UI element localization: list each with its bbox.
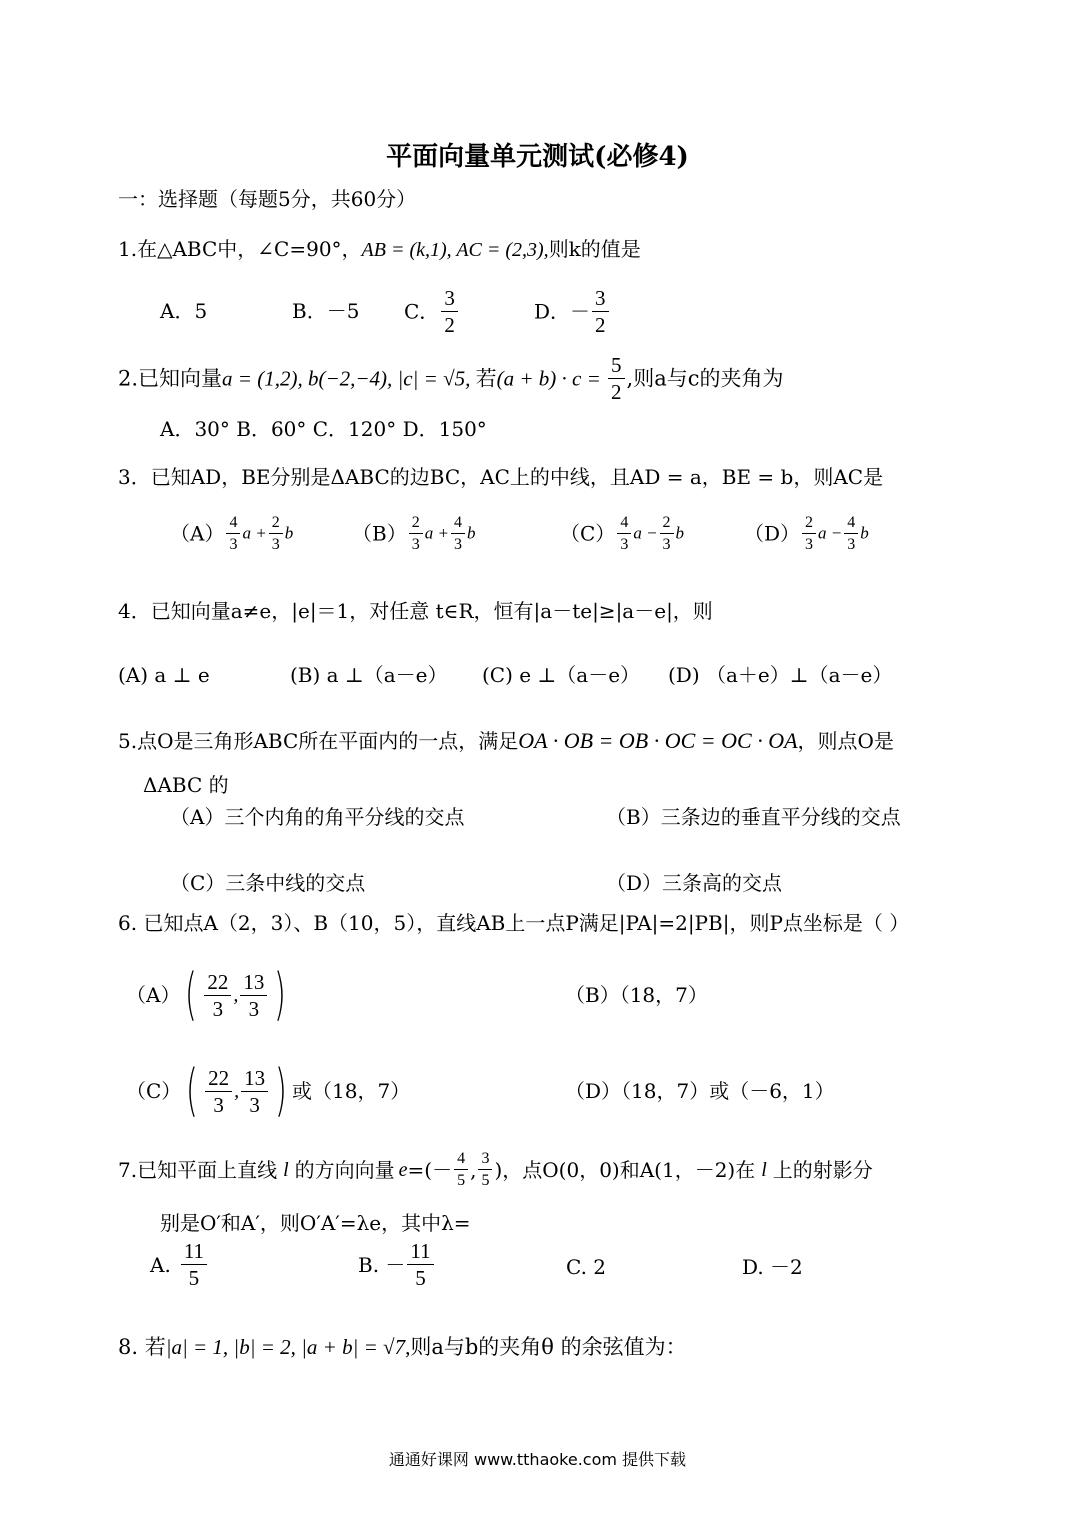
q1-option-b: B．－5 xyxy=(292,299,360,323)
q1-option-a: A．5 xyxy=(160,299,208,323)
q3-option-b: （B） $\frac{2}{3}$ a + $\frac{4}{3}$ b xyxy=(352,514,476,553)
q4-option-c: (C) e ⊥（a－e） xyxy=(482,663,641,687)
q7-option-d: D. －2 xyxy=(742,1255,803,1279)
q7-line2: 别是O′和A′，则O′A′=λe，其中λ= xyxy=(160,1211,471,1235)
q2-options: A．30° B．60° C．120° D．150° xyxy=(160,417,487,441)
q3-option-a: （A） $\frac{4}{3}$ a + $\frac{2}{3}$ b xyxy=(170,514,294,553)
footer-credit: 通通好课网 www.tthaoke.com 提供下载 xyxy=(388,1450,687,1469)
question-5-stem: 5.点O是三角形ABC所在平面内的一点，满足OA · OB = OB · OC = OC · OA，则点O是 xyxy=(118,728,894,753)
q5-option-c: （C）三条中线的交点 xyxy=(170,871,366,895)
q6-option-a: （A） ( $\frac{22}{3}$ , $\frac{13}{3}$ ) xyxy=(126,962,287,1027)
question-3-stem: 3．已知AD，BE分别是ΔABC的边BC，AC上的中线，且AD = a，BE = b，则AC是 xyxy=(118,465,884,489)
section-heading: 一：选择题（每题5分，共60分） xyxy=(118,187,417,211)
q7-option-b: B. － $\frac{11}{5}$ xyxy=(358,1240,436,1289)
question-1-stem: 1.在△ABC中，∠C=90°，AB = (k,1), AC = (2,3),则k的值是 xyxy=(118,237,641,261)
q5-option-d: （D）三条高的交点 xyxy=(606,871,783,895)
q4-option-b: (B) a ⊥（a－e） xyxy=(290,663,448,687)
q7-option-c: C. 2 xyxy=(566,1255,607,1279)
q6-option-c: （C） ( $\frac{22}{3}$ , $\frac{13}{3}$ ) 或（18，7） xyxy=(126,1058,411,1123)
q6-option-b: （B）（18，7） xyxy=(565,983,708,1007)
question-8-stem: 8. 若|a| = 1, |b| = 2, |a + b| = √7,则a与b的夹角θ 的余弦值为： xyxy=(118,1335,687,1359)
q4-option-a: (A) a ⊥ e xyxy=(118,663,210,687)
q6-option-d: （D）（18，7）或（－6，1） xyxy=(565,1079,835,1103)
question-6-stem: 6. 已知点A（2，3）、B（10，5），直线AB上一点P满足|PA|=2|PB|，则P点坐标是（ ） xyxy=(118,911,910,935)
q5-option-b: （B）三条边的垂直平分线的交点 xyxy=(606,805,901,829)
question-7-stem: 7.已知平面上直线 l 的方向向量 e =(－ $\frac{4}{5}$ , $\frac{3}{5}$ )，点O(0，0)和A(1，－2)在 l 上的射影分 xyxy=(118,1150,873,1189)
q3-option-c: （C） $\frac{4}{3}$ a − $\frac{2}{3}$ b xyxy=(560,514,685,553)
question-5-math: OA · OB = OB · OC = OC · OA xyxy=(518,728,798,753)
q5-line2: ΔABC 的 xyxy=(143,773,229,797)
question-8-math: |a| = 1, |b| = 2, |a + b| = √7, xyxy=(165,1335,411,1359)
q5-option-a: （A）三个内角的角平分线的交点 xyxy=(170,805,465,829)
q4-option-d: (D) （a＋e）⊥（a－e） xyxy=(668,663,893,687)
q1-option-d: D．－ $\frac{3}{2}$ xyxy=(534,287,611,336)
question-1-math: AB = (k,1), AC = (2,3), xyxy=(361,239,549,261)
q7-option-a: A. $\frac{11}{5}$ xyxy=(150,1240,209,1289)
question-4-stem: 4．已知向量a≠e，|e|＝1，对任意 t∈R，恒有|a－te|≥|a－e|，则 xyxy=(118,599,713,623)
page-title: 平面向量单元测试(必修4) xyxy=(386,142,689,172)
q3-option-d: （D） $\frac{2}{3}$ a − $\frac{4}{3}$ b xyxy=(744,514,869,553)
question-2-stem: 2.已知向量a = (1,2), b(−2,−4), |c| = √5, 若(a + b) · c = $\frac{5}{2}$ ,则a与c的夹角为 xyxy=(118,353,784,404)
q1-option-c: C． $\frac{3}{2}$ xyxy=(404,287,460,336)
